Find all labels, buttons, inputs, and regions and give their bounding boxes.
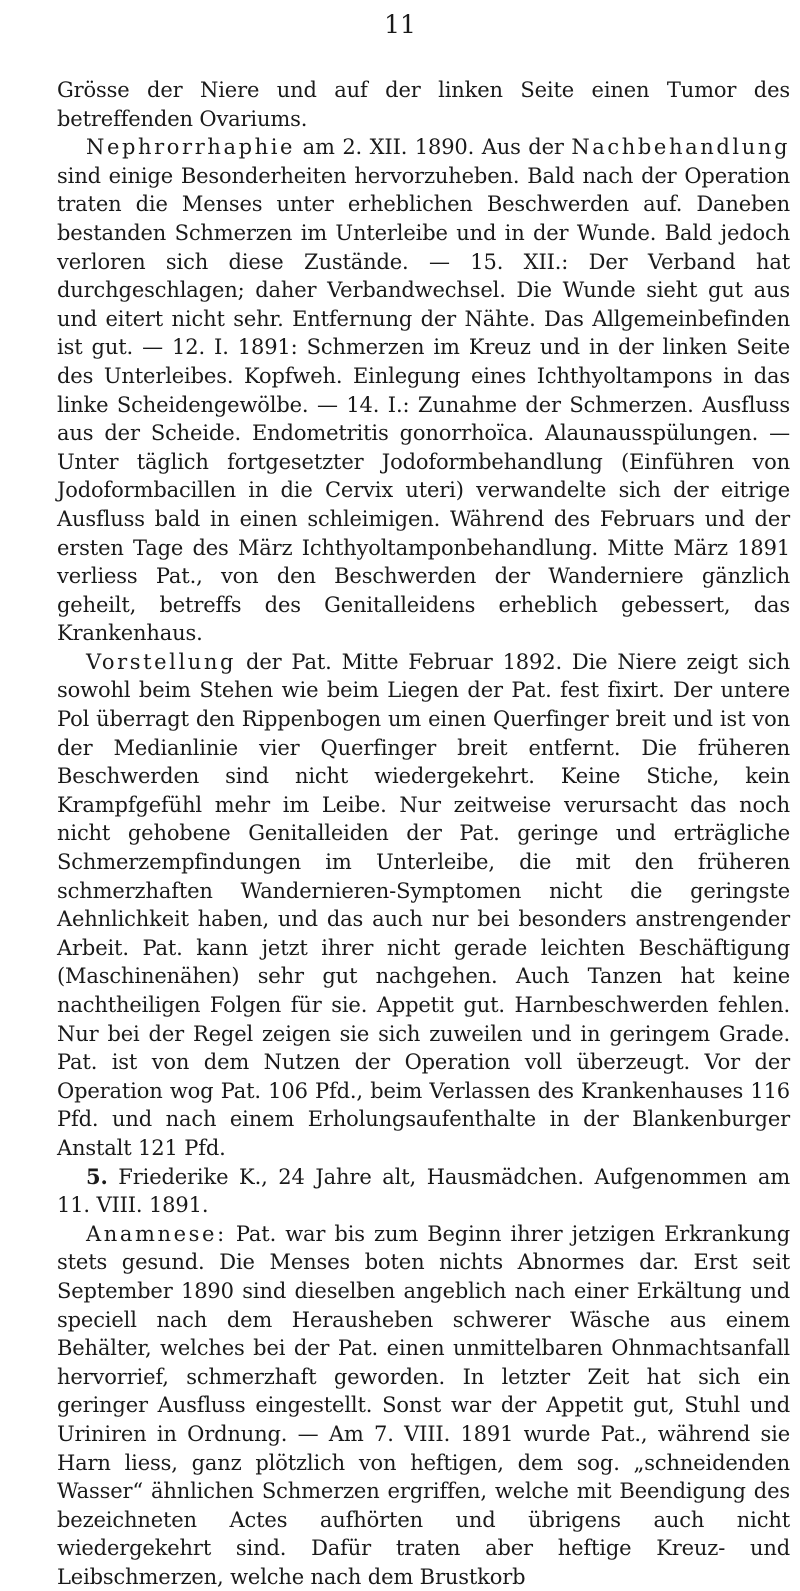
paragraph-continuation: Grösse der Niere und auf der linken Seite einen Tumor des betreffenden Ovariums. — [57, 78, 790, 131]
term-nephrorrhaphie: Nephrorrhaphie — [86, 135, 296, 160]
case-intro: Friederike K., 24 Jahre alt, Hausmädchen. Aufgenommen am 11. VIII. 1891. — [57, 1164, 790, 1218]
paragraph-text: Pat. war bis zum Beginn ihrer jetzigen Erkrankung stets gesund. Die Menses boten nichts Abnormes dar. Erst seit September 1890 sind dieselben angeblich nach einer Erkältung und speciell nach dem Herausheben schwerer Wäsche aus einem Behälter, welches bei der Pat. einen unmittelbaren Ohnmachtsanfall hervorrief, schmerzhaft geworden. In letzter Zeit hat sich ein geringer Ausfluss eingestellt. Sonst war der Appetit gut, Stuhl und Uriniren in Ordnung. — Am 7. VIII. 1891 wurde Pat., während sie Harn liess, ganz plötzlich von heftigen, dem sog. „schneidenden Wasser“ ähnlichen Schmerzen ergriffen, welche mit Beendigung des bezeichneten Actes aufhörten und übrigens auch nicht wiedergekehrt sind. Dafür traten aber heftige Kreuz- und Leibschmerzen, welche nach dem Brustkorb — [57, 1221, 790, 1589]
paragraph-nephrorrhaphie — [57, 133, 790, 648]
term-anamnese: Anamnese: — [86, 1221, 227, 1246]
paragraph-vorstellung — [57, 648, 790, 1163]
paragraph-text: sind einige Besonderheiten hervorzuheben. Bald nach der Operation traten die Menses unter erheblichen Beschwerden auf. Daneben bestanden Schmerzen im Unterleibe und in der Wunde. Bald jedoch verloren sich diese Zustände. — 15. XII.: Der Verband hat durchgeschlagen; daher Verbandwechsel. Die Wunde sieht gut aus und eitert nicht sehr. Entfernung der Nähte. Das Allgemeinbefinden ist gut. — 12. I. 1891: Schmerzen im Kreuz und in der linken Seite des Unterleibes. Kopfweh. Einlegung eines Ichthyoltampons in das linke Scheidengewölbe. — 14. I.: Zunahme der Schmerzen. Ausfluss aus der Scheide. Endometritis gonorrhoïca. Alaunausspülungen. — Unter täglich fortgesetzter Jodoformbehandlung (Einführen von Jodoformbacillen in die Cervix uteri) verwandelte sich der eitrige Ausfluss bald in einen schleimigen. Während des Februars und der ersten Tage des März Ichthyoltamponbehandlung. Mitte März 1891 verliess Pat., von den Beschwerden der Wanderniere gänzlich geheilt, betreffs des Genitalleidens erheblich gebessert, das Krankenhaus. — [57, 163, 790, 646]
case-number: 5. — [86, 1163, 108, 1189]
paragraph-text: der Pat. Mitte Februar 1892. Die Niere zeigt sich sowohl beim Stehen wie beim Liegen der Pat. fest fixirt. Der untere Pol überragt den Rippenbogen um einen Querfinger breit und ist von der Medianlinie vier Querfinger breit entfernt. Die früheren Beschwerden sind nicht wiedergekehrt. Keine Stiche, kein Krampfgefühl mehr im Leibe. Nur zeitweise verursacht das noch nicht gehobene Genitalleiden der Pat. geringe und erträgliche Schmerzempfindungen im Unterleibe, die mit den früheren schmerzhaften Wandernieren-Symptomen nicht die geringste Aehnlichkeit haben, und das auch nur bei besonders anstrengender Arbeit. Pat. kann jetzt ihrer nicht gerade leichten Beschäftigung (Maschinenähen) sehr gut nachgehen. Auch Tanzen hat keine nachtheiligen Folgen für sie. Appetit gut. Harnbeschwerden fehlen. Nur bei der Regel zeigen sie sich zuweilen und in geringem Grade. Pat. ist von dem Nutzen der Operation voll überzeugt. Vor der Operation wog Pat. 106 Pfd., beim Verlassen des Krankenhauses 116 Pfd. und nach einem Erholungsaufenthalte in der Blankenburger Anstalt 121 Pfd. — [57, 649, 790, 1160]
body-text — [57, 76, 790, 1591]
paragraph-anamnese — [57, 1220, 790, 1591]
page-number: 11 — [384, 10, 416, 39]
term-vorstellung: Vorstellung — [86, 649, 237, 674]
case-heading — [57, 1163, 790, 1220]
paragraph-text: am 2. XII. 1890. Aus der — [295, 135, 572, 160]
term-nachbehandlung: Nachbehandlung — [571, 135, 790, 160]
